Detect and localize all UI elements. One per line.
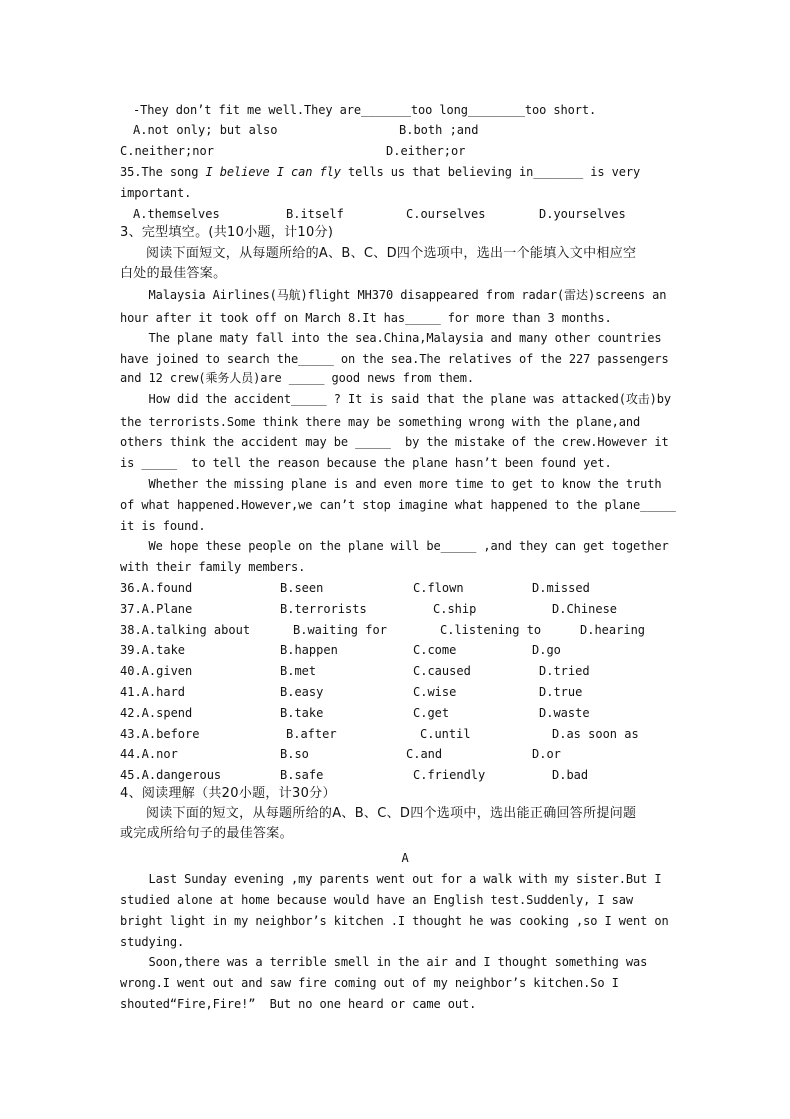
passage3-line-10: Whether the missing plane is and even more time to get to know the truth xyxy=(120,477,662,491)
q45-option-c: C.friendly xyxy=(413,768,486,782)
q39-option-c: C.come xyxy=(413,643,457,657)
q40-option-b: B.met xyxy=(280,664,317,678)
passage3-line-1: Malaysia Airlines(马航)flight MH370 disappeared from radar(雷达)screens an xyxy=(120,288,667,302)
section4-heading: 4、阅读理解（共20小题，计30分） xyxy=(120,786,336,801)
q36-option-b: B.seen xyxy=(280,581,324,595)
q35-line xyxy=(120,164,640,180)
q38-option-a: 38.A.talking about xyxy=(120,623,251,637)
q44-option-b: B.so xyxy=(280,747,309,761)
passage4-line-1: Last Sunday evening ,my parents went out for a walk with my sister.But I xyxy=(120,872,662,886)
section4-instruction-1: 阅读下面的短文，从每题所给的A、B、C、D四个选项中，选出能正确回答所提问题 xyxy=(146,806,637,821)
passage3-line-5: and 12 crew(乘务人员)are _____ good news from them. xyxy=(120,371,474,385)
q39-option-a: 39.A.take xyxy=(120,643,186,657)
passage4-line-6: wrong.I went out and saw fire coming out of my neighbor’s kitchen.So I xyxy=(120,976,619,990)
passage3-line-12: it is found. xyxy=(120,519,206,533)
q34-line: -They don’t fit me well.They are_______too long________too short. xyxy=(133,103,597,117)
q42-option-a: 42.A.spend xyxy=(120,706,193,720)
passage-label: A xyxy=(401,851,409,865)
q39-option-d: D.go xyxy=(532,643,561,657)
q35-option-b: B.itself xyxy=(286,207,344,221)
q43-option-d: D.as soon as xyxy=(552,727,639,741)
q37-option-d: D.Chinese xyxy=(552,602,618,616)
q41-option-b: B.easy xyxy=(280,685,324,699)
q36-option-a: 36.A.found xyxy=(120,581,193,595)
q34-option-a: A.not only; but also xyxy=(133,123,278,137)
q44-option-a: 44.A.nor xyxy=(120,747,178,761)
passage3-line-14: with their family members. xyxy=(120,560,306,574)
passage3-line-6: How did the accident_____ ? It is said that the plane was attacked(攻击)by xyxy=(120,392,672,406)
q34-option-b: B.both ;and xyxy=(399,123,479,137)
q43-option-b: B.after xyxy=(286,727,337,741)
passage3-line-9: is _____ to tell the reason because the plane hasn’t been found yet. xyxy=(120,456,612,470)
q34-option-c: C.neither;nor xyxy=(120,144,214,158)
passage4-line-3: bright light in my neighbor’s kitchen .I thought he was cooking ,so I went on xyxy=(120,914,669,928)
q36-option-c: C.flown xyxy=(413,581,464,595)
q38-option-b: B.waiting for xyxy=(293,623,387,637)
section3-instruction-1: 阅读下面短文，从每题所给的A、B、C、D四个选项中，选出一个能填入文中相应空 xyxy=(146,246,637,261)
q37-option-b: B.terrorists xyxy=(280,602,367,616)
q37-option-a: 37.A.Plane xyxy=(120,602,193,616)
q35-option-d: D.yourselves xyxy=(539,207,626,221)
q35-option-c: C.ourselves xyxy=(406,207,486,221)
q41-option-a: 41.A.hard xyxy=(120,685,186,699)
q45-option-d: D.bad xyxy=(552,768,589,782)
q41-option-d: D.true xyxy=(539,685,583,699)
passage3-line-2: hour after it took off on March 8.It has_____ for more than 3 months. xyxy=(120,311,612,325)
passage3-line-11: of what happened.However,we can’t stop imagine what happened to the plane_____ xyxy=(120,498,676,512)
passage3-line-4: have joined to search the_____ on the sea.The relatives of the 227 passengers xyxy=(120,352,669,366)
passage3-line-8: others think the accident may be _____ by the mistake of the crew.However it xyxy=(120,435,669,449)
q43-option-c: C.until xyxy=(420,727,471,741)
q42-option-c: C.get xyxy=(413,706,450,720)
q36-option-d: D.missed xyxy=(532,581,590,595)
q41-option-c: C.wise xyxy=(413,685,457,699)
q38-option-d: D.hearing xyxy=(580,623,646,637)
q35-prefix: 35.The song xyxy=(120,165,206,179)
q37-option-c: C.ship xyxy=(433,602,477,616)
q44-option-d: D.or xyxy=(532,747,561,761)
q35-song-title: I believe I can fly xyxy=(205,165,341,179)
section3-heading: 3、完型填空。(共10小题，计10分) xyxy=(120,225,334,240)
q40-option-a: 40.A.given xyxy=(120,664,193,678)
passage4-line-5: Soon,there was a terrible smell in the air and I thought something was xyxy=(120,955,648,969)
passage3-line-13: We hope these people on the plane will be_____ ,and they can get together xyxy=(120,539,669,553)
q42-option-d: D.waste xyxy=(539,706,590,720)
section4-instruction-2: 或完成所给句子的最佳答案。 xyxy=(120,826,293,841)
passage3-line-3: The plane maty fall into the sea.China,Malaysia and many other countries xyxy=(120,331,662,345)
section3-instruction-2: 白处的最佳答案。 xyxy=(120,266,227,281)
q44-option-c: C.and xyxy=(406,747,443,761)
q45-option-a: 45.A.dangerous xyxy=(120,768,222,782)
q35-line2: important. xyxy=(120,186,192,200)
q40-option-c: C.caused xyxy=(413,664,471,678)
q38-option-c: C.listening to xyxy=(440,623,542,637)
q45-option-b: B.safe xyxy=(280,768,324,782)
q43-option-a: 43.A.before xyxy=(120,727,200,741)
passage3-line-7: the terrorists.Some think there may be something wrong with the plane,and xyxy=(120,415,641,429)
passage4-line-7: shouted“Fire,Fire!” But no one heard or came out. xyxy=(120,997,477,1011)
passage4-line-4: studying. xyxy=(120,935,185,949)
passage4-line-2: studied alone at home because would have an English test.Suddenly, I saw xyxy=(120,893,633,907)
q40-option-d: D.tried xyxy=(539,664,590,678)
q35-suffix: tells us that believing in_______ is very xyxy=(340,165,641,179)
q35-option-a: A.themselves xyxy=(133,207,220,221)
q34-option-d: D.either;or xyxy=(386,144,466,158)
q42-option-b: B.take xyxy=(280,706,324,720)
q39-option-b: B.happen xyxy=(280,643,338,657)
